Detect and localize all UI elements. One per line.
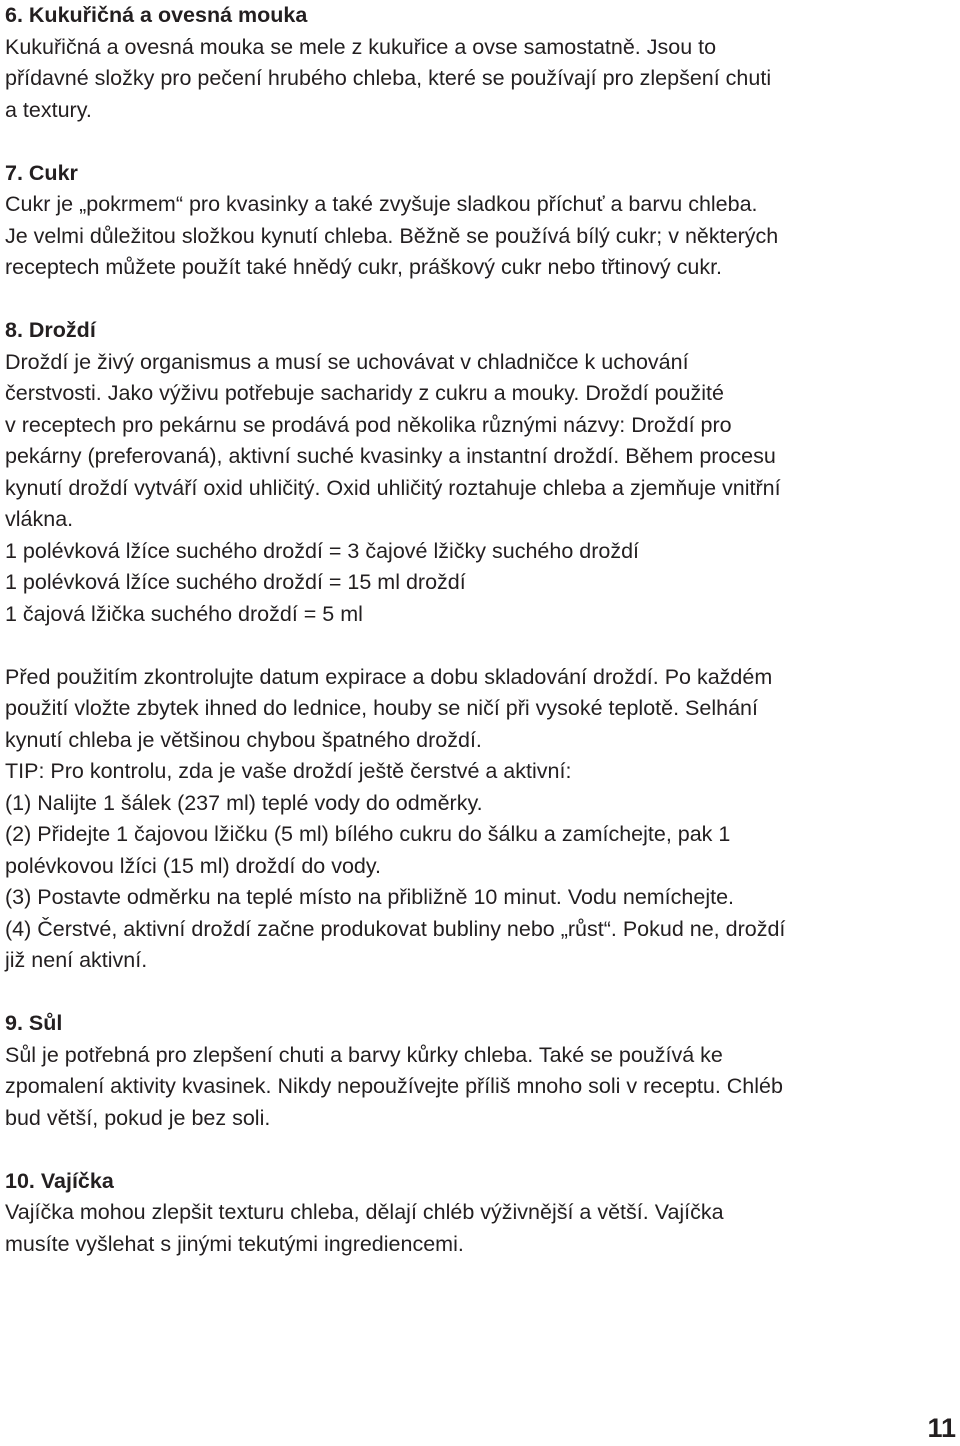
section-salt [5,1008,957,1134]
section-heading: 8. Droždí [5,318,96,342]
section-paragraph [5,662,957,977]
text-line: v receptech pro pekárnu se prodává pod několika různými názvy: Droždí pro [5,412,732,437]
text-line: zpomalení aktivity kvasinek. Nikdy nepoužívejte příliš mnoho soli v receptu. Chléb [5,1074,783,1098]
text-line: kynutí chleba je většinou chybou špatného droždí. [5,727,482,752]
text-line: Droždí je živý organismus a musí se uchovávat v chladničce k uchování [5,349,689,374]
text-line: (3) Postavte odměrku na teplé místo na přibližně 10 minut. Vodu nemíchejte. [5,885,735,909]
text-line: přídavné složky pro pečení hrubého chleba, které se používají pro zlepšení chuti [5,66,772,90]
text-line: Je velmi důležitou složkou kynutí chleba. Běžně se používá bílý cukr; v některých [5,223,779,248]
section-heading: 6. Kukuřičná a ovesná mouka [5,3,308,27]
section-heading: 10. Vajíčka [5,1168,114,1193]
text-line: vlákna. [5,507,74,531]
section-paragraph [5,1197,957,1260]
text-line: polévkovou lžíci (15 ml) droždí do vody. [5,853,382,878]
section-sugar [5,158,957,284]
section-paragraph [5,189,957,284]
text-line: čerstvosti. Jako výživu potřebuje sacharidy z cukru a mouky. Droždí použité [5,381,724,405]
text-line: (2) Přidejte 1 čajovou lžičku (5 ml) bílého cukru do šálku a zamíchejte, pak 1 [5,822,731,846]
text-line: Cukr je „pokrmem“ pro kvasinky a také zvyšuje sladkou příchuť a barvu chleba. [5,192,758,216]
text-line: pekárny (preferovaná), aktivní suché kvasinky a instantní droždí. Během procesu [5,444,776,468]
section-paragraph [5,1040,957,1135]
page-number: 11 [927,1413,956,1443]
text-line: (1) Nalijte 1 šálek (237 ml) teplé vody do odměrky. [5,790,483,815]
text-line: musíte vyšlehat s jinými tekutými ingrediencemi. [5,1231,464,1256]
document-page [5,0,957,1260]
section-heading: 9. Sůl [5,1011,63,1035]
text-line: použití vložte zbytek ihned do lednice, houby se ničí při vysoké teplotě. Selhání [5,696,758,720]
section-paragraph [5,347,957,631]
text-line: receptech můžete použít také hnědý cukr, práškový cukr nebo třtinový cukr. [5,255,723,279]
text-line: kynutí droždí vytváří oxid uhličitý. Oxid uhličitý roztahuje chleba a zjemňuje vnitřní [5,475,781,500]
text-line: bud větší, pokud je bez soli. [5,1105,271,1130]
text-line: TIP: Pro kontrolu, zda je vaše droždí ještě čerstvé a aktivní: [5,759,572,783]
text-line: a textury. [5,97,92,122]
text-line: Sůl je potřebná pro zlepšení chuti a barvy kůrky chleba. Také se používá ke [5,1042,723,1067]
text-line: 1 polévková lžíce suchého droždí = 3 čajové lžičky suchého droždí [5,538,640,563]
text-line: Před použitím zkontrolujte datum expirace a dobu skladování droždí. Po každém [5,664,773,689]
text-line: (4) Čerstvé, aktivní droždí začne produkovat bubliny nebo „růst“. Pokud ne, droždí [5,916,786,941]
section-yeast [5,315,957,977]
text-line: 1 polévková lžíce suchého droždí = 15 ml droždí [5,570,466,594]
text-line: Kukuřičná a ovesná mouka se mele z kukuřice a ovse samostatně. Jsou to [5,34,717,59]
section-paragraph [5,32,957,127]
section-heading: 7. Cukr [5,160,78,185]
section-eggs [5,1166,957,1261]
text-line: již není aktivní. [5,948,148,972]
text-line: Vajíčka mohou zlepšit texturu chleba, dělají chléb výživnější a větší. Vajíčka [5,1200,724,1224]
text-line: 1 čajová lžička suchého droždí = 5 ml [5,601,363,626]
section-corn-oat-flour [5,0,957,126]
